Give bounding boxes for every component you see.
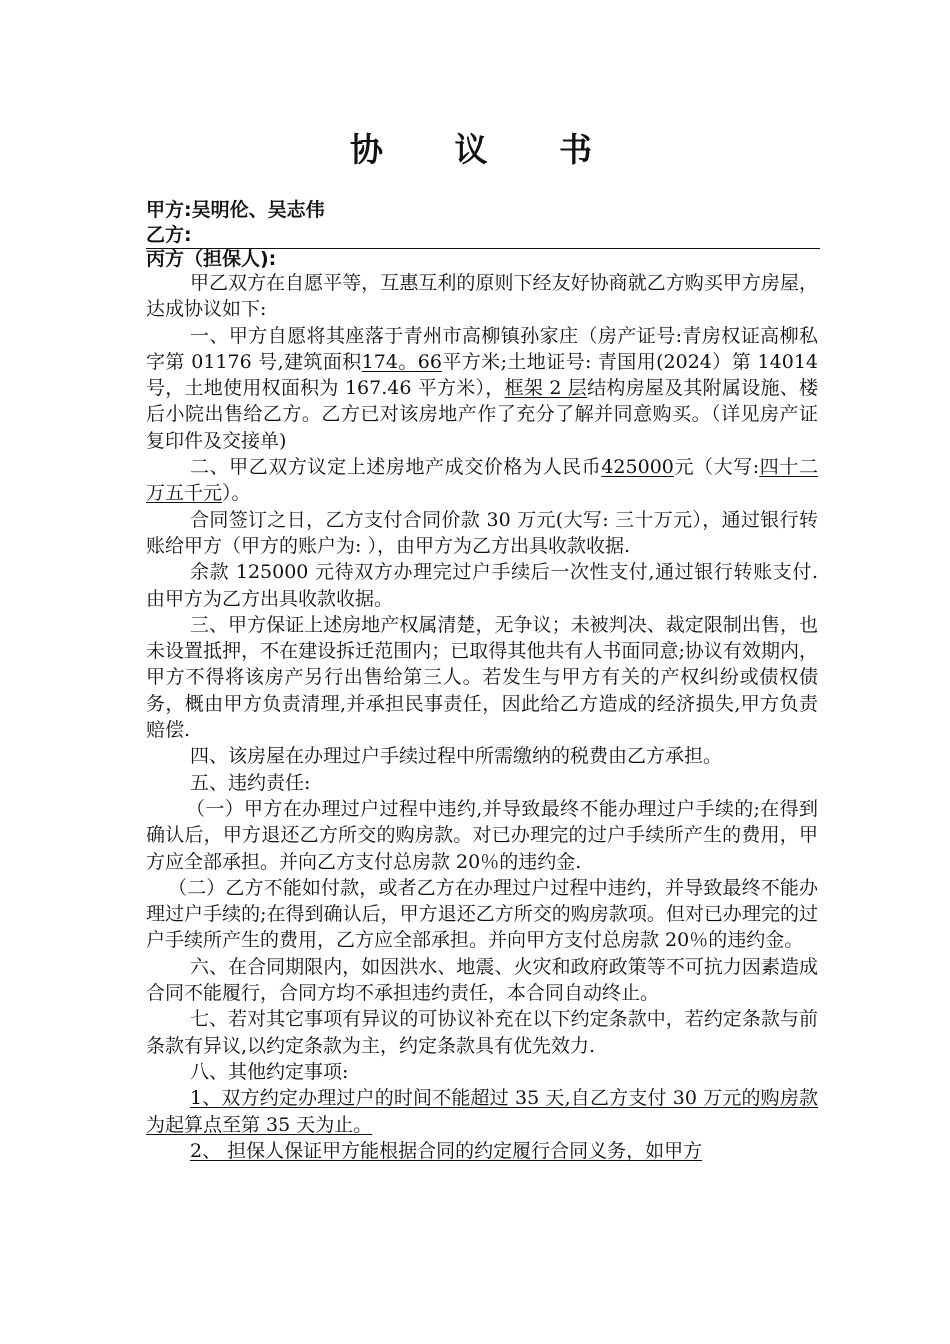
clause-3: 三、甲方保证上述房地产权属清楚，无争议；未被判决、裁定限制出售，也未设置抵押，不在建设拆迁范围内；已取得其他共有人书面同意;协议有效期内，甲方不得将该房产另行出售给第三人。若发生与甲方有关的产权纠纷或债权债务，概由甲方负责清理,并承担民事责任，因此给乙方造成的经济损失,甲方负责赔偿. (146, 613, 818, 742)
agreement-body (146, 270, 818, 1164)
balance-paragraph: 余款 125000 元待双方办理完过户手续后一次性支付,通过银行转账支付.由甲方为乙方出具收款收据。 (146, 561, 818, 610)
clause-2-text-a: 二、甲乙双方议定上述房地产成交价格为人民币 (190, 456, 602, 479)
party-a-label: 甲方: (146, 199, 192, 221)
clause-2-text-b: 元（大写: (673, 456, 760, 479)
party-c-label: 丙方（担保人): (146, 248, 277, 270)
clause-1-text-c: 结构房屋及其附属设施、楼后小院出售给乙方。乙方已对该房地产作了充分了解并同意购买。（详见房产证复印件及交接单) (146, 377, 818, 452)
clause-6: 六、在合同期限内，如因洪水、地震、火灾和政府政策等不可抗力因素造成合同不能履行，合同方均不承担违约责任，本合同自动终止。 (146, 955, 818, 1005)
party-b-label: 乙方: (146, 223, 192, 246)
clause-5-2: （二）乙方不能如付款，或者乙方在办理过户过程中违约，并导致最终不能办理过户手续的;在得到确认后，甲方退还乙方所交的购房款项。但对已办理完的过户手续所产生的费用，乙方应全部承担。并向甲方支付总房款 20％的违约金。 (146, 876, 818, 952)
clause-1-text-a: 一、甲方自愿将其座落于青州市高柳镇孙家庄（房产证号:青房权证高柳私字第 01176 号,建筑面积 (146, 324, 818, 373)
price-in-words: 四十二万五千元 (146, 456, 818, 505)
clause-5-heading: 五、违约责任: (190, 771, 311, 794)
clause-5-1: （一）甲方在办理过户过程中违约,并导致最终不能办理过户手续的;在得到确认后，甲方退还乙方所交的购房款。对已办理完的过户手续所产生的费用，甲方应全部承担。并向乙方支付总房款 20％的违约金. (146, 797, 818, 873)
building-area: 174。66 (361, 350, 442, 373)
party-b (146, 223, 820, 248)
clause-8-heading: 八、其他约定事项: (190, 1060, 349, 1083)
document-title: 协 议 书 (350, 130, 622, 169)
price-amount: 425000 (601, 456, 674, 479)
parties-block (146, 198, 820, 272)
payment-paragraph: 合同签订之日，乙方支付合同价款 30 万元(大写: 三十万元），通过银行转账给甲方（甲方的账户为: ），由甲方为乙方出具收款收据. (146, 508, 818, 557)
clause-2-text-c: ）。 (222, 482, 251, 505)
clause-1-text-b: 平方米;土地证号: 青国用(2024）第 14014 号，土地使用权面积为 167.46 平方米）， (146, 350, 818, 400)
party-c (146, 247, 820, 272)
intro-paragraph: 甲乙双方在自愿平等，互惠互利的原则下经友好协商就乙方购买甲方房屋，达成协议如下: (146, 272, 818, 321)
clause-8-item-2: 2、 担保人保证甲方能根据合同的约定履行合同义务，如甲方 (190, 1139, 703, 1162)
clause-7: 七、若对其它事项有异议的可协议补充在以下约定条款中，若约定条款与前条款有异议,以约定条款为主，约定条款具有优先效力. (146, 1008, 818, 1057)
clause-4: 四、该房屋在办理过户手续过程中所需缴纳的税费由乙方承担。 (190, 745, 723, 768)
party-b-underline (146, 248, 820, 249)
party-a-value: 吴明伦、吴志伟 (191, 199, 325, 221)
building-structure: 框架 2 层 (504, 377, 588, 400)
clause-8-item-1: 1、双方约定办理过户的时间不能超过 35 天,自乙方支付 30 万元的购房款为起算点至第 35 天为止。 (146, 1087, 818, 1136)
clause-2 (146, 454, 818, 507)
party-a (146, 198, 820, 223)
clause-1 (146, 323, 818, 454)
